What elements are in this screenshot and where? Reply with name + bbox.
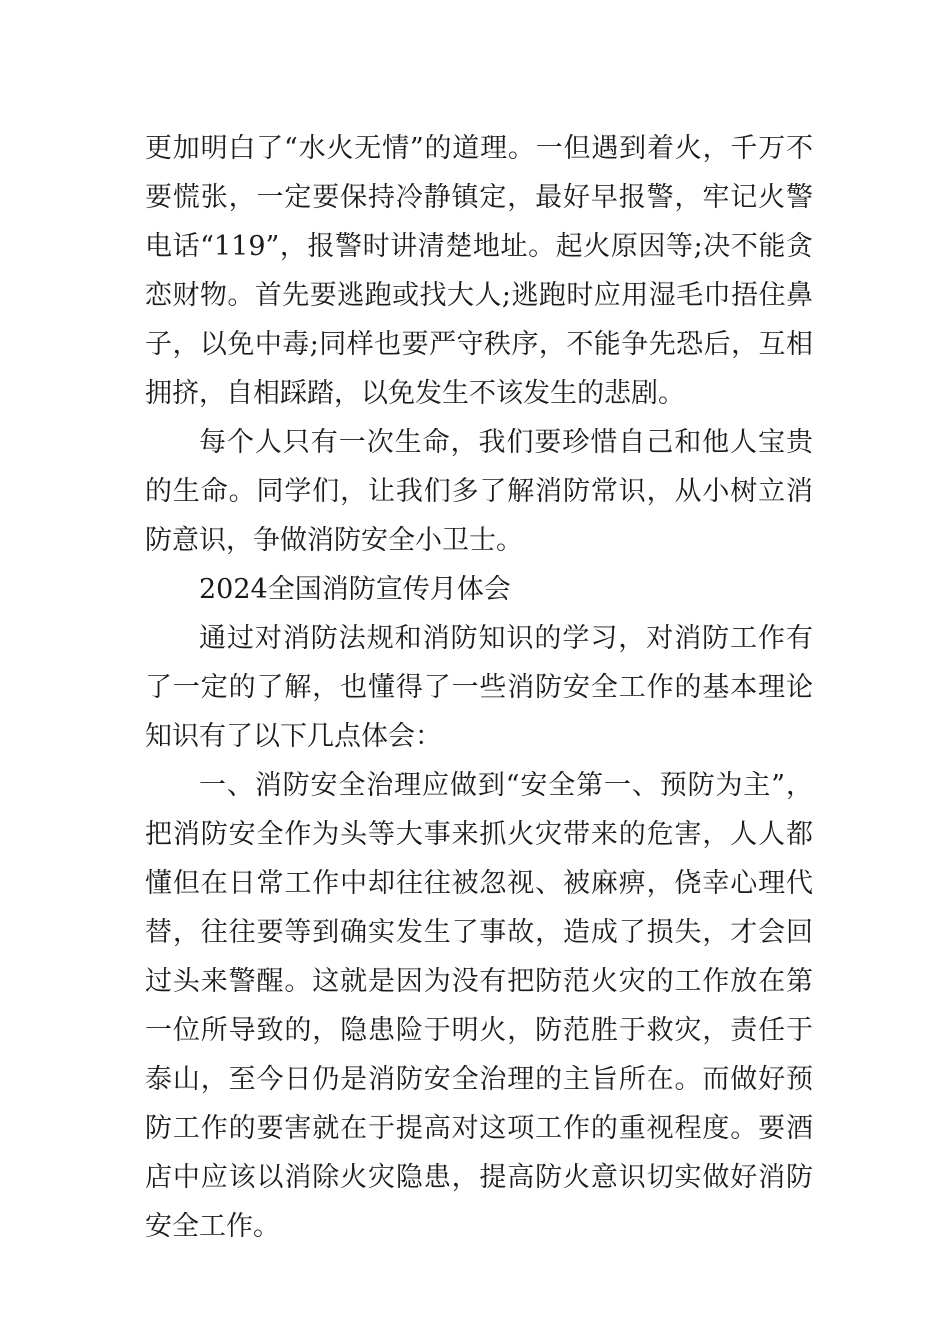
paragraph-continuation: 更加明白了“水火无情”的道理。一但遇到着火，千万不要慌张，一定要保持冷静镇定，最好早报警，牢记火警电话“119”，报警时讲清楚地址。起火原因等;决不能贪恋财物。首先要逃跑或找大人;逃跑时应用湿毛巾捂住鼻子，以免中毒;同样也要严守秩序，不能争先恐后，互相拥挤，自相踩踏，以免发生不该发生的悲剧。 (145, 133, 813, 409)
paragraph-intro: 通过对消防法规和消防知识的学习，对消防工作有了一定的了解，也懂得了一些消防安全工作的基本理论知识有了以下几点体会： (145, 623, 813, 752)
paragraph-cherish-life: 每个人只有一次生命，我们要珍惜自己和他人宝贵的生命。同学们，让我们多了解消防常识，从小树立消防意识，争做消防安全小卫士。 (145, 427, 813, 556)
paragraph-point-one: 一、消防安全治理应做到“安全第一、预防为主”，把消防安全作为头等大事来抓火灾带来的危害，人人都懂但在日常工作中却往往被忽视、被麻痹，侥幸心理代替，往往要等到确实发生了事故，造成了损失，才会回过头来警醒。这就是因为没有把防范火灾的工作放在第一位所导致的，隐患险于明火，防范胜于救灾，责任于泰山，至今日仍是消防安全治理的主旨所在。而做好预防工作的要害就在于提高对这项工作的重视程度。要酒店中应该以消除火灾隐患，提高防火意识切实做好消防安全工作。 (145, 770, 813, 1242)
document-body (145, 124, 813, 1251)
section-heading: 2024全国消防宣传月体会 (199, 574, 511, 605)
